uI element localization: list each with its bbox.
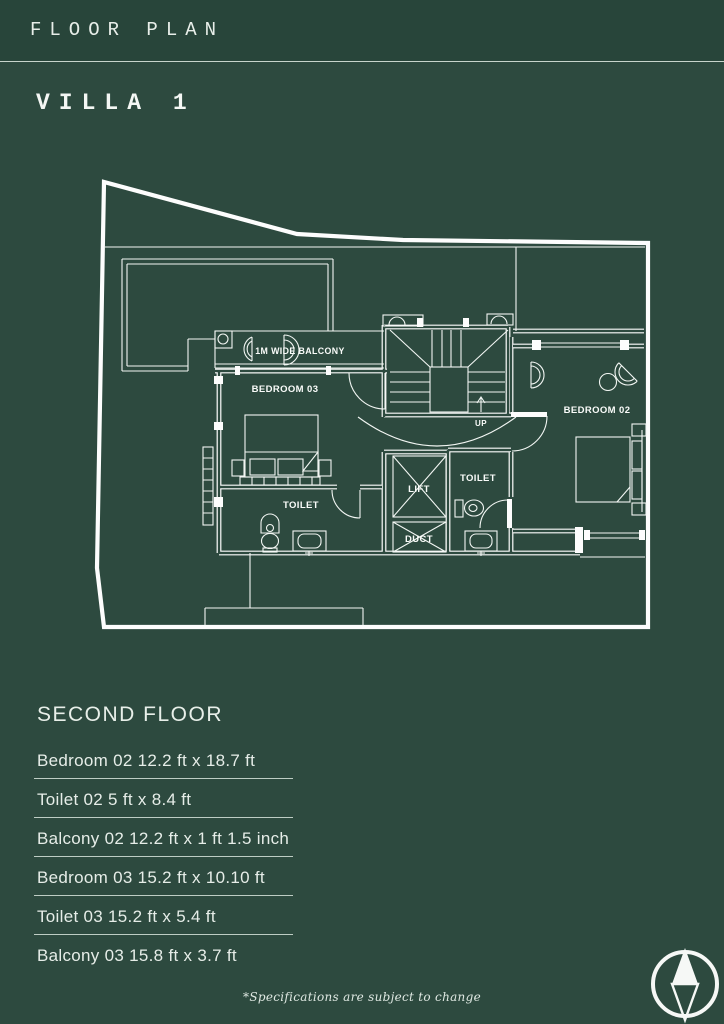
stair-landing: [430, 367, 468, 412]
chair-02-right: [610, 363, 638, 391]
room-label: Bedroom 03 15.2 ft x 10.10 ft: [37, 868, 265, 887]
room-label: Toilet 03 15.2 ft x 5.4 ft: [37, 907, 216, 926]
vent-arc: [389, 316, 507, 325]
balcony-planter: [244, 337, 252, 361]
toilet-02-bowl: [465, 500, 484, 516]
label-wide-balcony: 1M WIDE BALCONY: [255, 346, 345, 356]
plan-walls: [215, 325, 644, 553]
label-duct: DUCT: [405, 534, 433, 545]
bed-03-pillow: [278, 459, 303, 475]
label-bedroom-02: BEDROOM 02: [563, 405, 631, 416]
bedroom02-door: [512, 416, 547, 451]
room-label: Balcony 02 12.2 ft x 1 ft 1.5 inch: [37, 829, 290, 848]
divider-line: [34, 895, 293, 896]
toilet03-door: [332, 490, 360, 518]
bed-02-pillow: [632, 441, 642, 469]
floor-title: SECOND FLOOR: [37, 703, 224, 726]
divider-line: [34, 856, 293, 857]
toilet-02-tank: [455, 500, 463, 517]
room-label: Toilet 02 5 ft x 8.4 ft: [37, 790, 192, 809]
room-label: Balcony 03 15.8 ft x 3.7 ft: [37, 946, 237, 965]
bed-02-table: [632, 503, 646, 515]
divider-line: [34, 934, 293, 935]
room-row-toilet-02: [37, 790, 295, 829]
porch-step: [205, 553, 363, 625]
room-row-bedroom-03: [37, 868, 295, 907]
plan-walls-core: [215, 325, 644, 553]
plan-thin-lines: [104, 247, 645, 625]
room-row-balcony-02: [37, 829, 295, 868]
label-toilet-03: TOILET: [282, 500, 320, 511]
bedroom02-window: [538, 343, 623, 347]
toilet02-door-leaf: [507, 499, 512, 528]
label-bedroom-03: BEDROOM 03: [251, 384, 319, 395]
balcony-end-circle: [218, 334, 228, 344]
bed-02: [576, 437, 630, 502]
room-dimension-list: [37, 751, 295, 985]
page-title: FLOOR PLAN: [30, 19, 225, 41]
bed-03: [245, 415, 318, 477]
bedroom02-door-leaf: [511, 412, 547, 417]
divider-line: [34, 817, 293, 818]
bedroom03-door: [349, 373, 385, 409]
footnote: *Specifications are subject to change: [243, 990, 481, 1004]
room-label: Bedroom 02 12.2 ft x 18.7 ft: [37, 751, 256, 770]
bed-02-pillow: [632, 471, 642, 499]
hall-arch: [358, 417, 516, 446]
bed-03-table: [232, 460, 244, 476]
room-row-bedroom-02: [37, 751, 295, 790]
divider-line: [34, 778, 293, 779]
room-row-toilet-03: [37, 907, 295, 946]
bed-03-pillow: [250, 459, 275, 475]
label-lift: LIFT: [408, 484, 430, 495]
bed-02-table: [632, 424, 646, 436]
toilet02-door: [480, 500, 508, 528]
chair-02-left: [531, 362, 544, 388]
villa-title: VILLA 1: [36, 90, 196, 116]
stair-treads: [390, 330, 508, 402]
room-row-balcony-03: [37, 946, 295, 985]
label-toilet-02: TOILET: [459, 473, 497, 484]
up-arrow: [477, 397, 485, 412]
label-up: UP: [475, 419, 487, 428]
toilet-03-tank: [261, 514, 279, 533]
table-02: [600, 374, 617, 391]
bed-03-table: [319, 460, 331, 476]
compass-icon: [647, 944, 724, 1024]
toilet-03-bowl: [262, 534, 279, 549]
